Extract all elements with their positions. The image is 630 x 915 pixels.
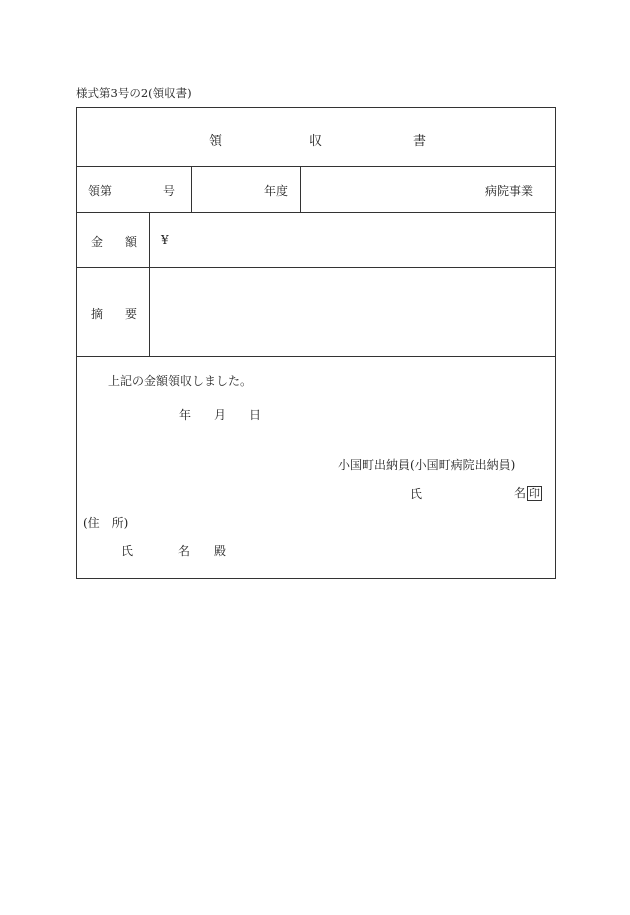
label-column-divider xyxy=(149,212,150,356)
seal-mark: 印 xyxy=(529,487,541,500)
form-number-label: 様式第3号の2(領収書) xyxy=(76,86,192,100)
issuer-name-label-1: 氏 xyxy=(410,487,423,501)
recipient-address-label: (住 所) xyxy=(83,516,129,530)
recipient-name-label-1: 氏 xyxy=(121,544,134,558)
amount-label-2: 額 xyxy=(125,235,138,249)
summary-label-2: 要 xyxy=(125,307,138,321)
receipt-no-prefix: 領第 xyxy=(88,184,113,198)
date-year: 年 xyxy=(179,408,192,422)
amount-label-1: 金 xyxy=(91,235,104,249)
recipient-name-label-2: 名 xyxy=(178,544,191,558)
summary-label-1: 摘 xyxy=(91,307,104,321)
business-label: 病院事業 xyxy=(485,184,534,198)
issuer-name-label-2: 名 印 xyxy=(514,486,541,500)
cell-divider xyxy=(191,166,192,212)
title-char-2: 収 xyxy=(309,134,323,149)
receipt-no-suffix: 号 xyxy=(163,184,176,198)
fiscal-year-label: 年度 xyxy=(264,184,289,198)
receipt-statement: 上記の金額領収しました。 xyxy=(108,374,253,388)
recipient-honorific: 殿 xyxy=(214,544,227,558)
date-day: 日 xyxy=(249,408,262,422)
title-char-1: 領 xyxy=(209,134,223,149)
cell-divider xyxy=(300,166,301,212)
row-divider xyxy=(77,356,555,357)
row-divider xyxy=(77,166,555,167)
date-month: 月 xyxy=(214,408,227,422)
yen-symbol: ¥ xyxy=(161,233,169,247)
receipt-form xyxy=(76,107,556,579)
title-char-3: 書 xyxy=(413,134,427,149)
issuer-title: 小国町出納員(小国町病院出納員) xyxy=(338,458,516,472)
